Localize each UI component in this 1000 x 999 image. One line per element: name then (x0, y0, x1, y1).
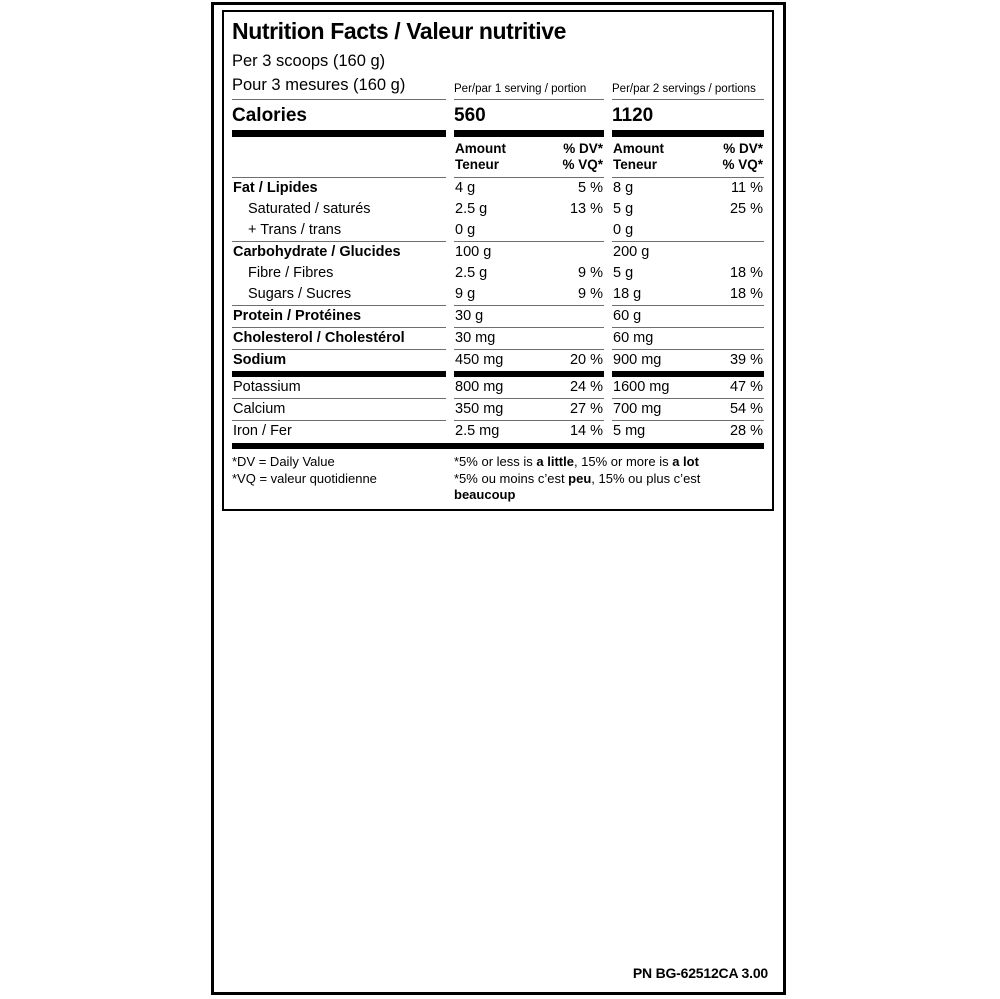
footnote-row (232, 452, 764, 504)
daily-value-percent: 20 % (569, 352, 603, 368)
nutrition-facts-title: Nutrition Facts / Valeur nutritive (232, 18, 567, 44)
nutrient-name: Saturated / saturés (248, 201, 371, 217)
dv-label-en: % DV* (563, 141, 603, 156)
calories-per-2-servings: 1120 (612, 102, 764, 137)
daily-value-percent: 18 % (729, 286, 763, 302)
amount-value: 800 mg (455, 379, 504, 395)
nutrient-per-1-serving (454, 305, 604, 327)
nutrient-name: Fibre / Fibres (248, 265, 334, 281)
dv-label-fr: % VQ* (722, 157, 763, 172)
amount-value: 5 mg (613, 423, 646, 439)
amount-label-fr: Teneur (613, 157, 658, 172)
calories-row (232, 102, 764, 137)
amount-value: 2.5 g (455, 201, 488, 217)
amount-value: 9 g (455, 286, 476, 302)
nutrient-per-2-servings (612, 284, 764, 305)
daily-value-percent: 27 % (569, 401, 603, 417)
nutrient-per-1-serving (454, 284, 604, 305)
nutrient-per-2-servings (612, 327, 764, 349)
footnote-percent-guide (454, 452, 764, 504)
calories-label: Calories (232, 102, 446, 137)
daily-value-percent: 5 % (578, 180, 603, 196)
nutrient-per-2-servings (612, 420, 764, 442)
nutrient-name: Iron / Fer (232, 420, 446, 442)
daily-value-percent: 39 % (729, 352, 763, 368)
nutrient-per-1-serving (454, 220, 604, 241)
daily-value-percent: 25 % (729, 201, 763, 217)
nutrient-per-2-servings (612, 263, 764, 284)
amount-value: 18 g (613, 286, 642, 302)
amount-value: 30 g (455, 308, 484, 324)
amount-header-spacer (232, 137, 446, 177)
amount-value: 60 g (613, 308, 642, 324)
part-number: PN BG-62512CA 3.00 (632, 965, 768, 981)
nutrient-per-1-serving (454, 241, 604, 263)
footnote-dv-en: *DV = Daily Value (232, 454, 335, 469)
amount-value: 200 g (613, 244, 650, 260)
amount-label-en: Amount (455, 141, 506, 156)
nutrient-per-1-serving (454, 420, 604, 442)
amount-dv-header-per1 (454, 137, 604, 177)
daily-value-percent: 54 % (729, 401, 763, 417)
calories-per-1-serving: 560 (454, 102, 604, 137)
amount-value: 700 mg (613, 401, 662, 417)
nutrient-name: Sugars / Sucres (248, 286, 352, 302)
footnote-percent-en: *5% or less is a little, 15% or more is a lot (454, 454, 699, 469)
serving-header-row (232, 76, 764, 100)
nutrient-per-2-servings (612, 220, 764, 241)
label-outer-frame (211, 2, 786, 995)
amount-label-en: Amount (613, 141, 664, 156)
thick-divider-bar (232, 443, 764, 449)
dv-label-en: % DV* (723, 141, 763, 156)
nutrient-name: + Trans / trans (248, 222, 342, 238)
dv-label-fr: % VQ* (562, 157, 603, 172)
amount-value: 5 g (613, 265, 634, 281)
amount-value: 350 mg (455, 401, 504, 417)
amount-dv-header-per2 (612, 137, 764, 177)
daily-value-percent: 47 % (729, 379, 763, 395)
nutrient-per-1-serving (454, 371, 604, 398)
nutrient-per-2-servings (612, 371, 764, 398)
nutrient-name: Protein / Protéines (232, 305, 446, 327)
nutrient-name: Carbohydrate / Glucides (232, 241, 446, 263)
daily-value-percent: 18 % (729, 265, 763, 281)
amount-value: 30 mg (455, 330, 496, 346)
per-1-serving-header: Per/par 1 serving / portion (454, 83, 604, 100)
daily-value-percent: 9 % (578, 286, 603, 302)
serving-size-en: Per 3 scoops (160 g) (232, 52, 386, 70)
nutrition-facts-box (222, 10, 774, 511)
nutrient-per-2-servings (612, 305, 764, 327)
amount-value: 900 mg (613, 352, 662, 368)
nutrient-per-2-servings (612, 241, 764, 263)
amount-dv-header-row (232, 137, 764, 177)
daily-value-percent: 11 % (731, 180, 763, 196)
daily-value-percent: 9 % (578, 265, 603, 281)
daily-value-percent: 24 % (569, 379, 603, 395)
nutrient-name: Cholesterol / Cholestérol (232, 327, 446, 349)
amount-value: 2.5 mg (455, 423, 500, 439)
nutrient-per-1-serving (454, 327, 604, 349)
daily-value-percent: 13 % (569, 201, 603, 217)
amount-value: 1600 mg (613, 379, 670, 395)
nutrient-table (232, 177, 764, 442)
amount-value: 100 g (455, 244, 492, 260)
nutrient-name: Potassium (232, 371, 446, 398)
nutrient-per-1-serving (454, 199, 604, 220)
nutrient-name: Calcium (232, 398, 446, 420)
per-2-servings-header: Per/par 2 servings / portions (612, 83, 764, 100)
serving-size-fr: Pour 3 mesures (160 g) (232, 76, 446, 100)
amount-value: 450 mg (455, 352, 504, 368)
amount-value: 2.5 g (455, 265, 488, 281)
amount-value: 5 g (613, 201, 634, 217)
nutrient-per-1-serving (454, 177, 604, 199)
amount-value: 60 mg (613, 330, 654, 346)
amount-value: 8 g (613, 180, 634, 196)
daily-value-percent: 28 % (729, 423, 763, 439)
amount-value: 0 g (455, 222, 476, 238)
nutrient-per-2-servings (612, 177, 764, 199)
nutrient-name: Sodium (232, 349, 446, 371)
footnote-dv-definitions (232, 452, 446, 504)
nutrient-per-2-servings (612, 199, 764, 220)
daily-value-percent: 14 % (569, 423, 603, 439)
amount-value: 0 g (613, 222, 634, 238)
nutrient-per-1-serving (454, 398, 604, 420)
footnote-vq-fr: *VQ = valeur quotidienne (232, 470, 377, 486)
nutrient-name: Fat / Lipides (232, 177, 446, 199)
amount-value: 4 g (455, 180, 476, 196)
nutrient-per-1-serving (454, 349, 604, 371)
footnote-percent-fr: *5% ou moins c’est peu, 15% ou plus c’est beaucoup (454, 470, 701, 502)
nutrient-per-2-servings (612, 398, 764, 420)
nutrient-per-1-serving (454, 263, 604, 284)
amount-label-fr: Teneur (455, 157, 500, 172)
nutrient-per-2-servings (612, 349, 764, 371)
